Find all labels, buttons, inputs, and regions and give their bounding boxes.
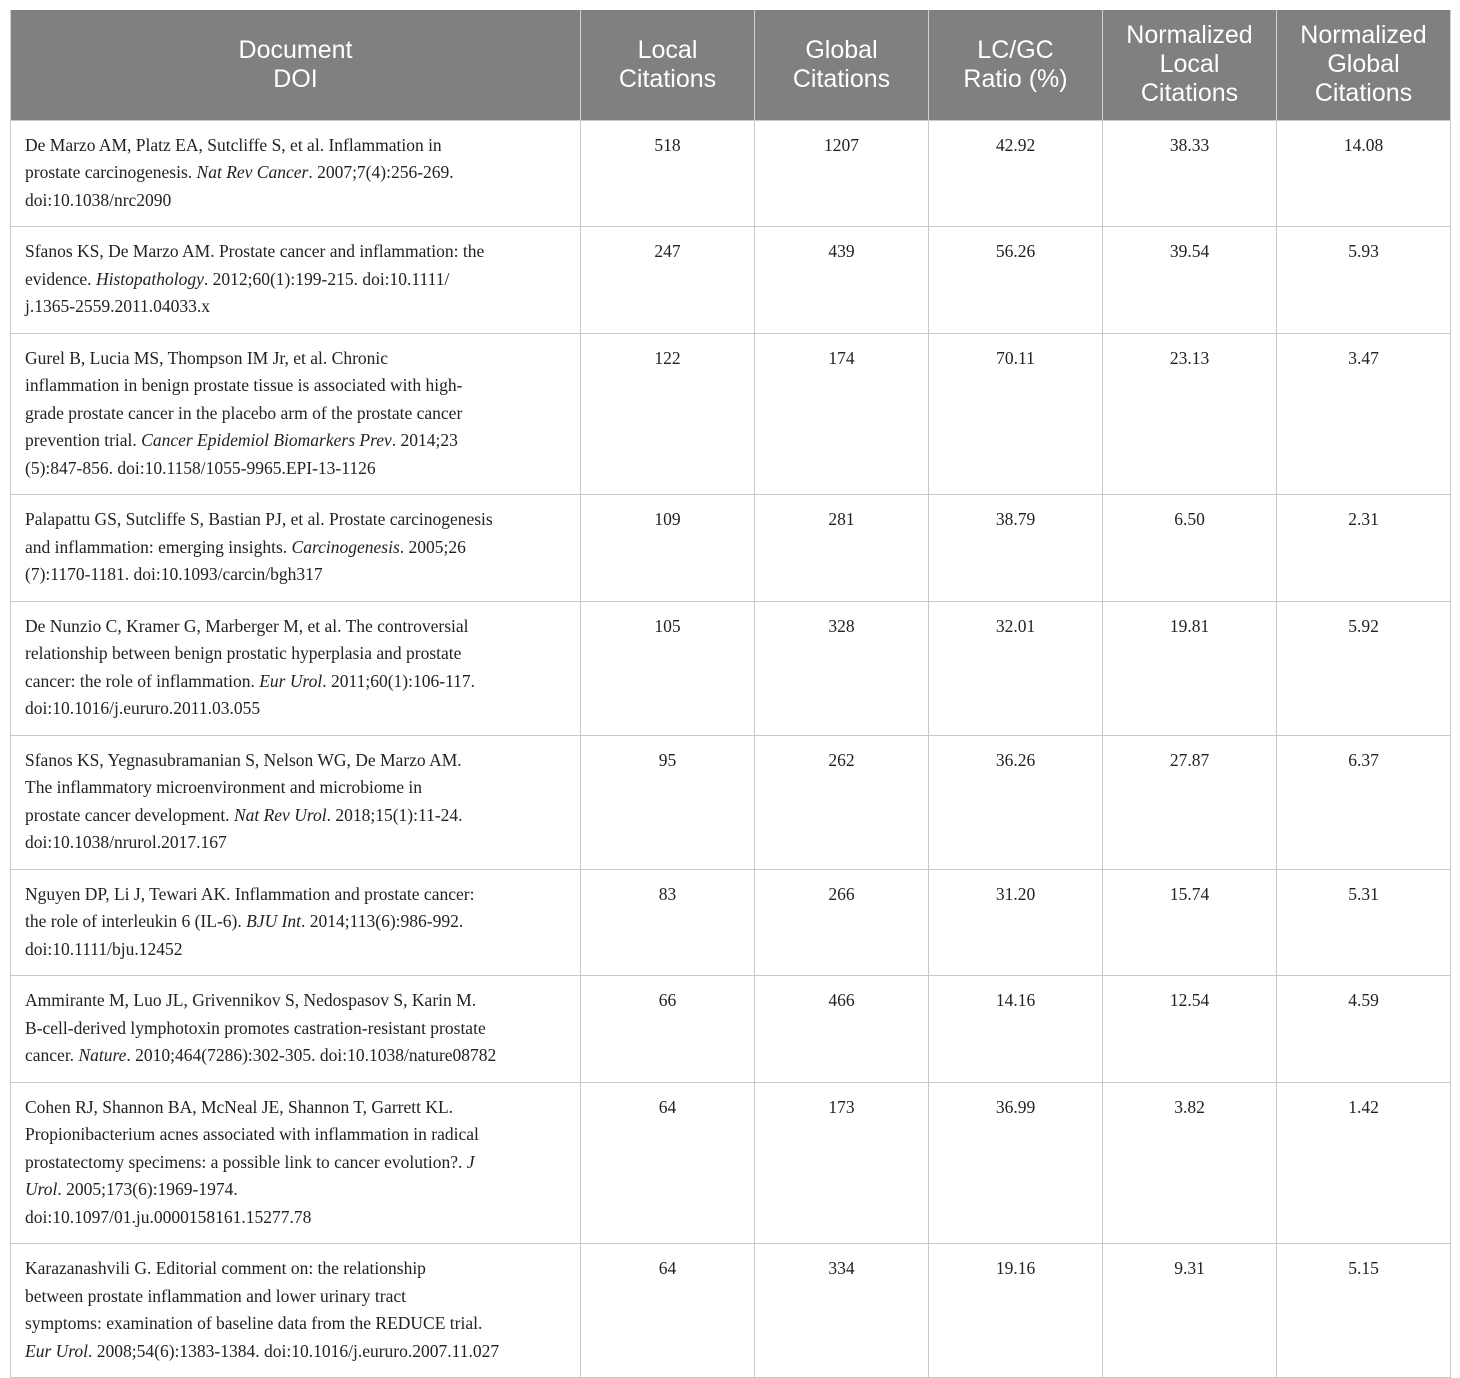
reference-text: prostate cancer development. — [25, 804, 234, 825]
document-reference-cell — [11, 735, 581, 869]
normalized-global-cell: 4.59 — [1277, 976, 1451, 1083]
reference-text: grade prostate cancer in the placebo arm of the prostate cancer — [25, 402, 463, 423]
local-citations-cell: 95 — [581, 735, 755, 869]
journal-name: Nat Rev Cancer — [196, 162, 309, 182]
reference-text: doi:10.1038/nrurol.2017.167 — [25, 832, 227, 852]
reference-text: cancer: the role of inflammation. — [25, 670, 260, 691]
reference-line — [25, 1149, 570, 1177]
header-lc-gc-ratio — [929, 10, 1103, 120]
header-global-citations — [755, 10, 929, 120]
reference-line — [25, 881, 570, 909]
normalized-global-cell: 5.92 — [1277, 601, 1451, 735]
reference-text: Sfanos KS, De Marzo AM. Prostate cancer and inflammation: the — [25, 241, 485, 261]
reference-line — [25, 1338, 570, 1366]
reference-line — [25, 1015, 570, 1043]
global-citations-cell: 174 — [755, 333, 929, 495]
document-reference-cell — [11, 869, 581, 976]
table-row — [11, 333, 1451, 495]
header-line: Document — [238, 35, 353, 64]
journal-name: Cancer Epidemiol Biomarkers Prev — [141, 430, 392, 450]
reference-text: Ammirante M, Luo JL, Grivennikov S, Nedospasov S, Karin M. — [25, 990, 477, 1010]
reference-line — [25, 132, 570, 160]
header-line: Local — [1159, 50, 1220, 79]
normalized-global-cell: 5.93 — [1277, 227, 1451, 334]
journal-name: Histopathology — [95, 268, 204, 289]
journal-name: Eur Urol — [259, 670, 323, 691]
document-reference-cell — [11, 976, 581, 1083]
header-line: DOI — [273, 64, 318, 93]
document-reference-cell — [11, 1082, 581, 1244]
reference-line — [25, 1121, 570, 1149]
reference-text: evidence. — [25, 268, 96, 289]
table-row — [11, 1244, 1451, 1378]
citation-table-container — [10, 10, 1450, 1378]
reference-text: doi:10.1016/j.eururo.2011.03.055 — [25, 698, 261, 718]
reference-line — [25, 238, 570, 266]
global-citations-cell: 328 — [755, 601, 929, 735]
header-line: Normalized — [1300, 21, 1427, 50]
lc-gc-ratio-cell: 36.99 — [929, 1082, 1103, 1244]
normalized-local-cell: 3.82 — [1103, 1082, 1277, 1244]
header-line: Normalized — [1126, 21, 1253, 50]
header-line: Local — [637, 35, 698, 64]
reference-text: (5):847-856. doi:10.1158/1055-9965.EPI-13-1126 — [25, 457, 376, 478]
document-reference-cell — [11, 333, 581, 495]
lc-gc-ratio-cell: 56.26 — [929, 227, 1103, 334]
global-citations-cell: 1207 — [755, 120, 929, 227]
header-line: Citations — [618, 64, 717, 93]
reference-line — [25, 802, 570, 830]
journal-name: Nature — [78, 1045, 127, 1065]
reference-line — [25, 427, 570, 455]
reference-line — [25, 1255, 570, 1283]
reference-line — [25, 187, 570, 215]
reference-text: Palapattu GS, Sutcliffe S, Bastian PJ, et al. Prostate carcinogenesis — [25, 509, 493, 529]
reference-text: Cohen RJ, Shannon BA, McNeal JE, Shannon T, Garrett KL. — [25, 1096, 454, 1117]
normalized-local-cell: 23.13 — [1103, 333, 1277, 495]
local-citations-cell: 66 — [581, 976, 755, 1083]
normalized-local-cell: 27.87 — [1103, 735, 1277, 869]
normalized-global-cell: 2.31 — [1277, 495, 1451, 602]
reference-text: Nguyen DP, Li J, Tewari AK. Inflammation and prostate cancer: — [25, 883, 475, 904]
reference-line — [25, 640, 570, 668]
document-reference-cell — [11, 495, 581, 602]
lc-gc-ratio-cell: 14.16 — [929, 976, 1103, 1083]
local-citations-cell: 64 — [581, 1244, 755, 1378]
local-citations-cell: 64 — [581, 1082, 755, 1244]
reference-text: Propionibacterium acnes associated with inflammation in radical — [25, 1124, 479, 1144]
global-citations-cell: 262 — [755, 735, 929, 869]
reference-line — [25, 1094, 570, 1122]
reference-line — [25, 506, 570, 534]
header-local-citations — [581, 10, 755, 120]
reference-text: . 2005;173(6):1969-1974. — [57, 1179, 238, 1199]
lc-gc-ratio-cell: 32.01 — [929, 601, 1103, 735]
reference-line — [25, 908, 570, 936]
reference-text: prostate carcinogenesis. — [25, 162, 197, 182]
global-citations-cell: 266 — [755, 869, 929, 976]
normalized-local-cell: 15.74 — [1103, 869, 1277, 976]
journal-name: Carcinogenesis — [291, 536, 400, 557]
reference-line — [25, 668, 570, 696]
lc-gc-ratio-cell: 38.79 — [929, 495, 1103, 602]
reference-line — [25, 1042, 570, 1070]
citation-table — [10, 10, 1451, 1378]
reference-line — [25, 159, 570, 187]
normalized-global-cell: 5.31 — [1277, 869, 1451, 976]
normalized-global-cell: 6.37 — [1277, 735, 1451, 869]
header-normalized-global-citations — [1277, 10, 1451, 120]
normalized-local-cell: 6.50 — [1103, 495, 1277, 602]
normalized-global-cell: 3.47 — [1277, 333, 1451, 495]
table-row — [11, 227, 1451, 334]
reference-line — [25, 1283, 570, 1311]
reference-text: . 2008;54(6):1383-1384. doi:10.1016/j.eururo.2007.11.027 — [88, 1340, 500, 1361]
reference-text: De Marzo AM, Platz EA, Sutcliffe S, et al. Inflammation in — [25, 134, 442, 155]
global-citations-cell: 466 — [755, 976, 929, 1083]
reference-line — [25, 345, 570, 373]
table-header — [11, 10, 1451, 120]
table-row — [11, 120, 1451, 227]
table-row — [11, 495, 1451, 602]
header-line: Ratio (%) — [963, 64, 1068, 93]
reference-text: doi:10.1038/nrc2090 — [25, 189, 172, 210]
reference-line — [25, 1204, 570, 1232]
lc-gc-ratio-cell: 36.26 — [929, 735, 1103, 869]
reference-line — [25, 987, 570, 1015]
reference-line — [25, 1176, 570, 1204]
reference-line — [25, 372, 570, 400]
reference-text: and inflammation: emerging insights. — [25, 536, 292, 557]
document-reference-cell — [11, 601, 581, 735]
reference-text: between prostate inflammation and lower urinary tract — [25, 1285, 406, 1306]
journal-name: Nat Rev Urol — [233, 804, 327, 825]
reference-line — [25, 534, 570, 562]
reference-text: . 2010;464(7286):302-305. doi:10.1038/nature08782 — [126, 1045, 497, 1065]
lc-gc-ratio-cell: 19.16 — [929, 1244, 1103, 1378]
local-citations-cell: 109 — [581, 495, 755, 602]
table-row — [11, 869, 1451, 976]
journal-name: BJU Int — [246, 911, 302, 931]
reference-line — [25, 266, 570, 294]
reference-text: doi:10.1111/bju.12452 — [25, 938, 183, 959]
reference-text: Gurel B, Lucia MS, Thompson IM Jr, et al. Chronic — [25, 347, 389, 368]
header-line: Citations — [792, 64, 891, 93]
reference-text: doi:10.1097/01.ju.0000158161.15277.78 — [25, 1206, 312, 1227]
reference-line — [25, 829, 570, 857]
table-row — [11, 601, 1451, 735]
reference-line — [25, 561, 570, 589]
normalized-local-cell: 39.54 — [1103, 227, 1277, 334]
table-row — [11, 1082, 1451, 1244]
reference-line — [25, 695, 570, 723]
global-citations-cell: 281 — [755, 495, 929, 602]
header-normalized-local-citations — [1103, 10, 1277, 120]
document-reference-cell — [11, 227, 581, 334]
reference-text: . 2018;15(1):11-24. — [326, 804, 463, 825]
document-reference-cell — [11, 1244, 581, 1378]
reference-text: . 2005;26 — [399, 536, 466, 557]
header-line: LC/GC — [977, 35, 1054, 64]
reference-text: . 2014;23 — [391, 430, 458, 450]
journal-name: J — [466, 1151, 475, 1172]
reference-text: . 2014;113(6):986-992. — [301, 911, 464, 931]
reference-line — [25, 455, 570, 483]
local-citations-cell: 122 — [581, 333, 755, 495]
local-citations-cell: 83 — [581, 869, 755, 976]
global-citations-cell: 439 — [755, 227, 929, 334]
reference-text: prostatectomy specimens: a possible link to cancer evolution?. — [25, 1151, 467, 1172]
document-reference-cell — [11, 120, 581, 227]
header-line: Global — [1327, 50, 1400, 79]
table-body — [11, 120, 1451, 1378]
reference-line — [25, 400, 570, 428]
header-document-doi — [11, 10, 581, 120]
normalized-global-cell: 5.15 — [1277, 1244, 1451, 1378]
reference-line — [25, 936, 570, 964]
lc-gc-ratio-cell: 70.11 — [929, 333, 1103, 495]
normalized-global-cell: 14.08 — [1277, 120, 1451, 227]
global-citations-cell: 334 — [755, 1244, 929, 1378]
table-row — [11, 735, 1451, 869]
reference-text: The inflammatory microenvironment and microbiome in — [25, 777, 423, 797]
reference-text: . 2012;60(1):199-215. doi:10.1111/ — [203, 268, 450, 289]
reference-line — [25, 774, 570, 802]
reference-text: Karazanashvili G. Editorial comment on: the relationship — [25, 1258, 426, 1278]
reference-line — [25, 613, 570, 641]
journal-name: Urol — [25, 1179, 58, 1199]
reference-line — [25, 1310, 570, 1338]
reference-text: B-cell-derived lymphotoxin promotes castration-resistant prostate — [25, 1017, 486, 1038]
reference-text: cancer. — [25, 1045, 79, 1065]
header-line: Citations — [1314, 79, 1413, 108]
local-citations-cell: 247 — [581, 227, 755, 334]
normalized-local-cell: 12.54 — [1103, 976, 1277, 1083]
reference-text: . 2007;7(4):256-269. — [308, 162, 454, 182]
normalized-global-cell: 1.42 — [1277, 1082, 1451, 1244]
reference-text: j.1365-2559.2011.04033.x — [25, 296, 211, 316]
reference-text: prevention trial. — [25, 430, 142, 450]
table-row — [11, 976, 1451, 1083]
local-citations-cell: 105 — [581, 601, 755, 735]
local-citations-cell: 518 — [581, 120, 755, 227]
reference-text: (7):1170-1181. doi:10.1093/carcin/bgh317 — [25, 564, 323, 584]
journal-name: Eur Urol — [25, 1340, 89, 1361]
reference-line — [25, 747, 570, 775]
reference-text: symptoms: examination of baseline data from the REDUCE trial. — [25, 1313, 483, 1333]
normalized-local-cell: 38.33 — [1103, 120, 1277, 227]
global-citations-cell: 173 — [755, 1082, 929, 1244]
reference-text: relationship between benign prostatic hyperplasia and prostate — [25, 643, 462, 663]
lc-gc-ratio-cell: 42.92 — [929, 120, 1103, 227]
reference-text: De Nunzio C, Kramer G, Marberger M, et al. The controversial — [25, 615, 469, 636]
normalized-local-cell: 19.81 — [1103, 601, 1277, 735]
reference-line — [25, 293, 570, 321]
reference-text: Sfanos KS, Yegnasubramanian S, Nelson WG, De Marzo AM. — [25, 749, 462, 770]
header-line: Citations — [1140, 79, 1239, 108]
reference-text: . 2011;60(1):106-117. — [322, 670, 476, 691]
header-row — [11, 10, 1451, 120]
header-line: Global — [805, 35, 878, 64]
normalized-local-cell: 9.31 — [1103, 1244, 1277, 1378]
reference-text: inflammation in benign prostate tissue is associated with high- — [25, 375, 463, 395]
reference-text: the role of interleukin 6 (IL-6). — [25, 911, 247, 931]
lc-gc-ratio-cell: 31.20 — [929, 869, 1103, 976]
